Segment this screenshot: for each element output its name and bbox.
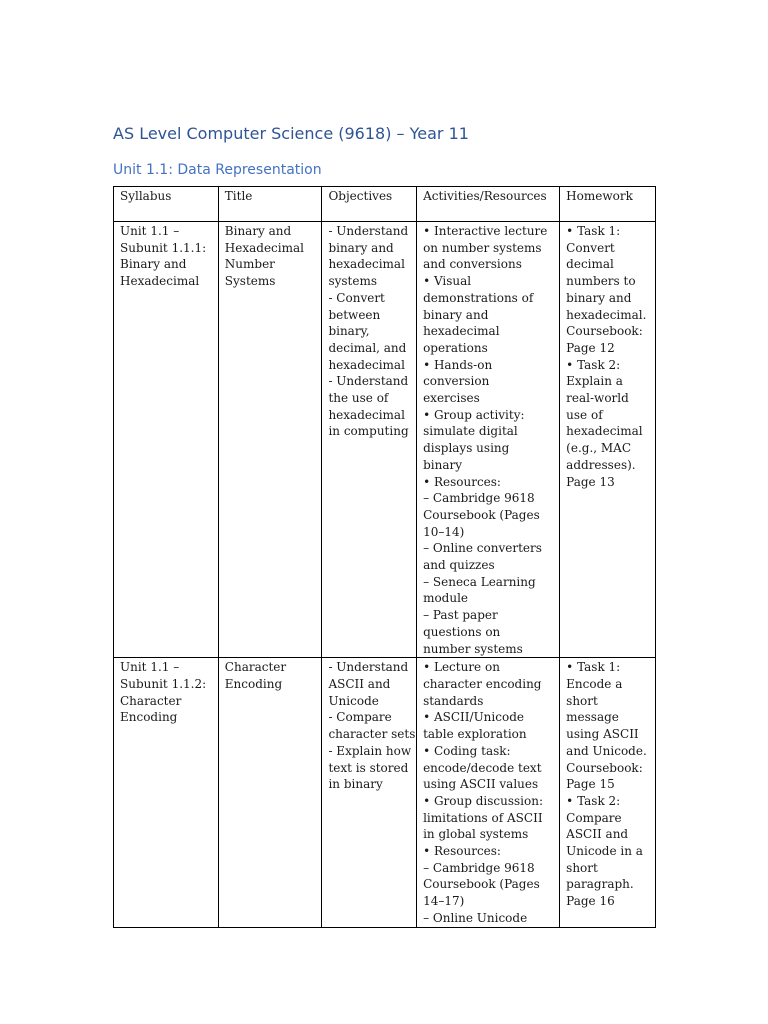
- cell-line: Coursebook:: [566, 760, 643, 775]
- header-title: [218, 187, 322, 222]
- cell-objectives: [322, 222, 417, 658]
- cell-line: • Resources:: [423, 474, 501, 489]
- cell-line: Activities/: [423, 189, 484, 203]
- cell-activities: [417, 658, 560, 927]
- unit-heading: Unit 1.1: Data Representation: [113, 162, 322, 178]
- cell-line: demonstrations of: [423, 290, 534, 305]
- cell-line: Encoding: [120, 710, 178, 725]
- cell-line: binary and: [328, 240, 394, 255]
- cell-line: use of: [566, 407, 603, 422]
- cell-line: on number systems: [423, 240, 542, 255]
- cell-syllabus: [114, 222, 219, 658]
- cell-line: and quizzes: [423, 558, 495, 573]
- cell-line: standards: [423, 693, 484, 708]
- cell-line: Unicode in a: [566, 844, 643, 859]
- cell-line: simulate digital: [423, 424, 518, 439]
- cell-line: Homework: [566, 189, 633, 203]
- cell-line: Title: [224, 189, 253, 203]
- cell-line: short: [566, 860, 598, 875]
- cell-line: in binary: [328, 777, 383, 792]
- cell-line: displays using: [423, 441, 510, 456]
- cell-line: Unit 1.1 –: [120, 660, 180, 675]
- cell-line: • Lecture on: [423, 660, 500, 675]
- cell-line: Page 12: [566, 340, 615, 355]
- cell-line: ASCII and: [328, 676, 391, 691]
- cell-line: ASCII and: [566, 827, 629, 842]
- table-header-row: [114, 187, 656, 222]
- cell-line: paragraph.: [566, 877, 634, 892]
- cell-line: – Online Unicode: [423, 910, 528, 925]
- cell-line: – Past paper: [423, 608, 498, 623]
- cell-line: short: [566, 693, 598, 708]
- cell-line: character encoding: [423, 676, 542, 691]
- cell-line: Syllabus: [120, 189, 172, 203]
- cell-line: and conversions: [423, 257, 522, 272]
- cell-line: numbers to: [566, 274, 636, 289]
- cell-line: Coursebook (Pages: [423, 507, 540, 522]
- cell-line: Compare: [566, 810, 622, 825]
- cell-line: • Task 2:: [566, 793, 621, 808]
- cell-line: 10–14): [423, 524, 465, 539]
- cell-line: questions on: [423, 624, 501, 639]
- cell-line: Binary and: [120, 257, 187, 272]
- cell-homework: [560, 222, 656, 658]
- header-activities-resources: [417, 187, 560, 222]
- cell-line: • Group activity:: [423, 407, 525, 422]
- cell-line: operations: [423, 340, 488, 355]
- cell-line: • ASCII/Unicode: [423, 710, 524, 725]
- cell-line: – Online converters: [423, 541, 542, 556]
- cell-line: Subunit 1.1.1:: [120, 240, 207, 255]
- cell-line: decimal: [566, 257, 614, 272]
- table-row: [114, 222, 656, 658]
- cell-line: Subunit 1.1.2:: [120, 676, 207, 691]
- cell-line: • Group discussion:: [423, 793, 544, 808]
- cell-line: Unicode: [328, 693, 379, 708]
- table-row: [114, 658, 656, 927]
- cell-line: decimal, and: [328, 340, 407, 355]
- cell-line: hexadecimal.: [566, 307, 647, 322]
- cell-line: Coursebook (Pages: [423, 877, 540, 892]
- cell-line: Explain a: [566, 374, 623, 389]
- cell-line: • Hands-on: [423, 357, 493, 372]
- cell-line: 14–17): [423, 894, 465, 909]
- cell-line: Page 15: [566, 777, 615, 792]
- cell-line: • Resources:: [423, 844, 501, 859]
- cell-line: Coursebook:: [566, 324, 643, 339]
- cell-line: Number: [224, 257, 275, 272]
- header-objectives: [322, 187, 417, 222]
- cell-line: text is stored: [328, 760, 409, 775]
- cell-line: hexadecimal: [328, 357, 405, 372]
- document-title: AS Level Computer Science (9618) – Year 11: [113, 124, 469, 143]
- cell-line: Objectives: [328, 189, 393, 203]
- cell-line: Page 16: [566, 894, 615, 909]
- cell-line: real-world: [566, 391, 629, 406]
- header-homework: [560, 187, 656, 222]
- cell-line: in global systems: [423, 827, 529, 842]
- cell-line: Character: [120, 693, 182, 708]
- cell-line: the use of: [328, 391, 389, 406]
- cell-line: • Task 1:: [566, 660, 621, 675]
- cell-line: Unit 1.1 –: [120, 224, 180, 238]
- cell-line: - Convert: [328, 290, 385, 305]
- cell-line: binary and: [423, 307, 489, 322]
- cell-line: Encoding: [224, 676, 283, 691]
- cell-line: hexadecimal: [566, 424, 643, 439]
- cell-line: - Understand: [328, 224, 409, 238]
- cell-line: - Compare: [328, 710, 392, 725]
- cell-line: Character: [224, 660, 287, 675]
- cell-line: addresses).: [566, 457, 636, 472]
- cell-line: Hexadecimal: [224, 240, 304, 255]
- cell-line: (e.g., MAC: [566, 441, 632, 456]
- cell-line: Systems: [224, 274, 276, 289]
- cell-line: number systems: [423, 641, 523, 656]
- cell-line: Page 13: [566, 474, 615, 489]
- cell-line: Encode a: [566, 676, 623, 691]
- cell-line: hexadecimal: [423, 324, 500, 339]
- cell-line: Binary and: [224, 224, 292, 238]
- cell-line: • Task 2:: [566, 357, 621, 372]
- header-syllabus: [114, 187, 219, 222]
- cell-line: • Visual: [423, 274, 472, 289]
- cell-line: Convert: [566, 240, 615, 255]
- cell-line: • Interactive lecture: [423, 224, 548, 238]
- cell-line: and Unicode.: [566, 743, 647, 758]
- cell-line: - Explain how: [328, 743, 412, 758]
- cell-line: – Cambridge 9618: [423, 860, 535, 875]
- cell-line: – Seneca Learning: [423, 574, 536, 589]
- cell-syllabus: [114, 658, 219, 927]
- cell-line: • Coding task:: [423, 743, 511, 758]
- cell-line: conversion: [423, 374, 490, 389]
- cell-line: between: [328, 307, 381, 322]
- cell-homework: [560, 658, 656, 927]
- cell-line: systems: [328, 274, 377, 289]
- cell-line: using ASCII values: [423, 777, 539, 792]
- cell-line: character sets: [328, 727, 416, 742]
- cell-line: using ASCII: [566, 727, 639, 742]
- cell-line: Resources: [483, 189, 547, 203]
- cell-objectives: [322, 658, 417, 927]
- cell-line: encode/decode text: [423, 760, 542, 775]
- cell-line: binary and: [566, 290, 632, 305]
- lesson-plan-table: [113, 186, 656, 928]
- cell-line: module: [423, 591, 469, 606]
- cell-line: binary,: [328, 324, 370, 339]
- cell-line: – Cambridge 9618: [423, 491, 535, 506]
- cell-title: [218, 222, 322, 658]
- cell-line: - Understand: [328, 374, 409, 389]
- cell-line: table exploration: [423, 727, 527, 742]
- cell-line: Hexadecimal: [120, 274, 200, 289]
- cell-line: hexadecimal: [328, 257, 405, 272]
- cell-line: hexadecimal: [328, 407, 405, 422]
- cell-line: message: [566, 710, 619, 725]
- cell-line: • Task 1:: [566, 224, 621, 238]
- cell-line: limitations of ASCII: [423, 810, 543, 825]
- cell-line: - Understand: [328, 660, 409, 675]
- cell-activities: [417, 222, 560, 658]
- cell-title: [218, 658, 322, 927]
- cell-line: exercises: [423, 391, 480, 406]
- cell-line: binary: [423, 457, 462, 472]
- cell-line: in computing: [328, 424, 409, 439]
